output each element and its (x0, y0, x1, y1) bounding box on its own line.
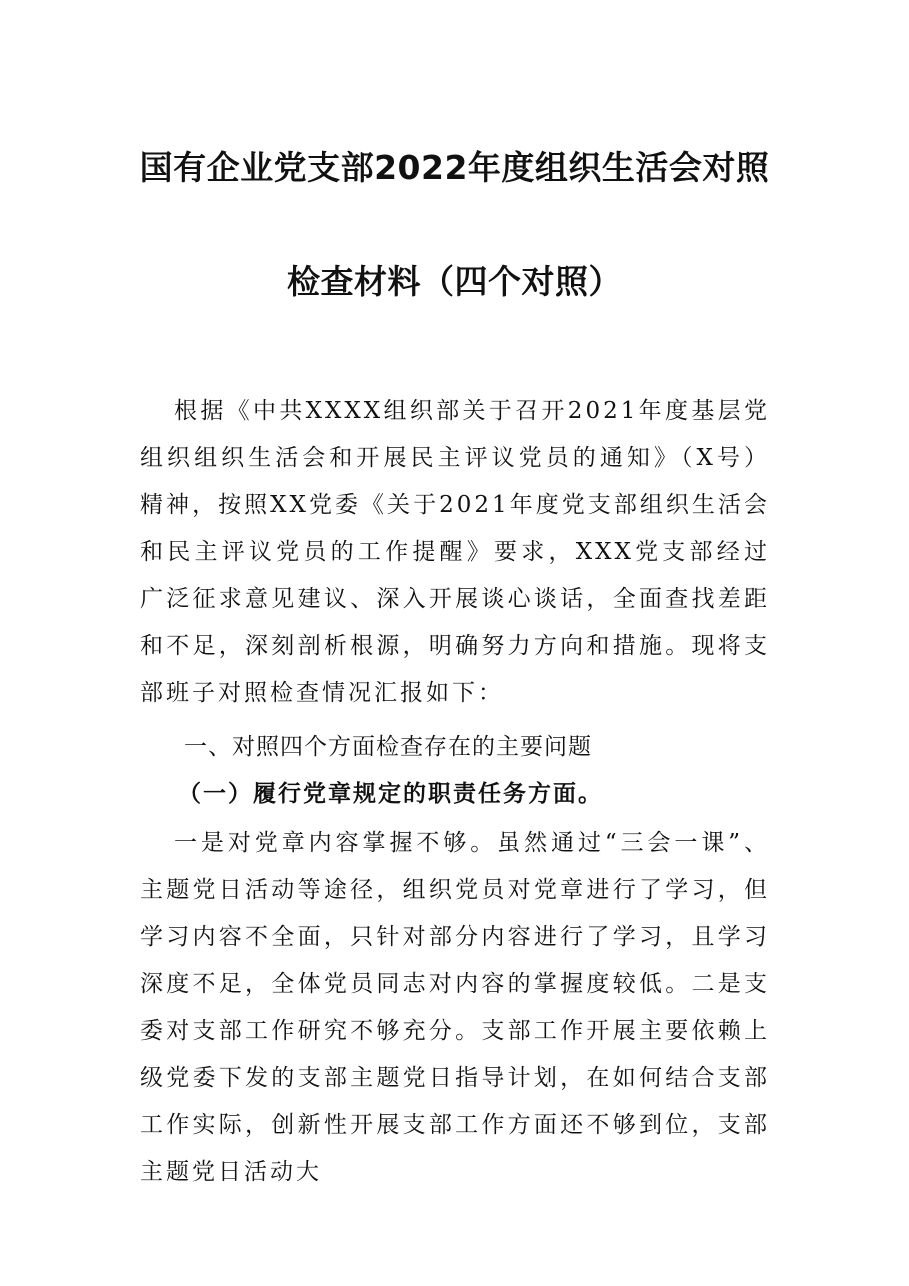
document-title-line-1: 国有企业党支部2022年度组织生活会对照 (139, 148, 770, 187)
subsection-heading: （一）履行党章规定的职责任务方面。 (178, 780, 603, 807)
section-heading: 一、对照四个方面检查存在的主要问题 (184, 734, 592, 760)
intro-paragraph: 根据《中共XXXX组织部关于召开2021年度基层党组织组织生活会和开展民主评议党员的通知》（X号）精神，按照XX党委《关于2021年度党支部组织生活会和民主评议党员的工作提醒》要求，XXX党支部经过广泛征求意见建议、深入开展谈心谈话，全面查找差距和不足，深刻剖析根源，明确努力方向和措施。现将支部班子对照检查情况汇报如下： (140, 398, 770, 706)
section-paragraph: 一是对党章内容掌握不够。虽然通过“三会一课”、主题党日活动等途径，组织党员对党章进行了学习，但学习内容不全面，只针对部分内容进行了学习，且学习深度不足，全体党员同志对内容的掌握度较低。二是支委对支部工作研究不够充分。支部工作开展主要依赖上级党委下发的支部主题党日指导计划，在如何结合支部工作实际，创新性开展支部工作方面还不够到位，支部主题党日活动大 (140, 830, 770, 1185)
document-title-line-2: 检查材料（四个对照） (287, 262, 622, 301)
